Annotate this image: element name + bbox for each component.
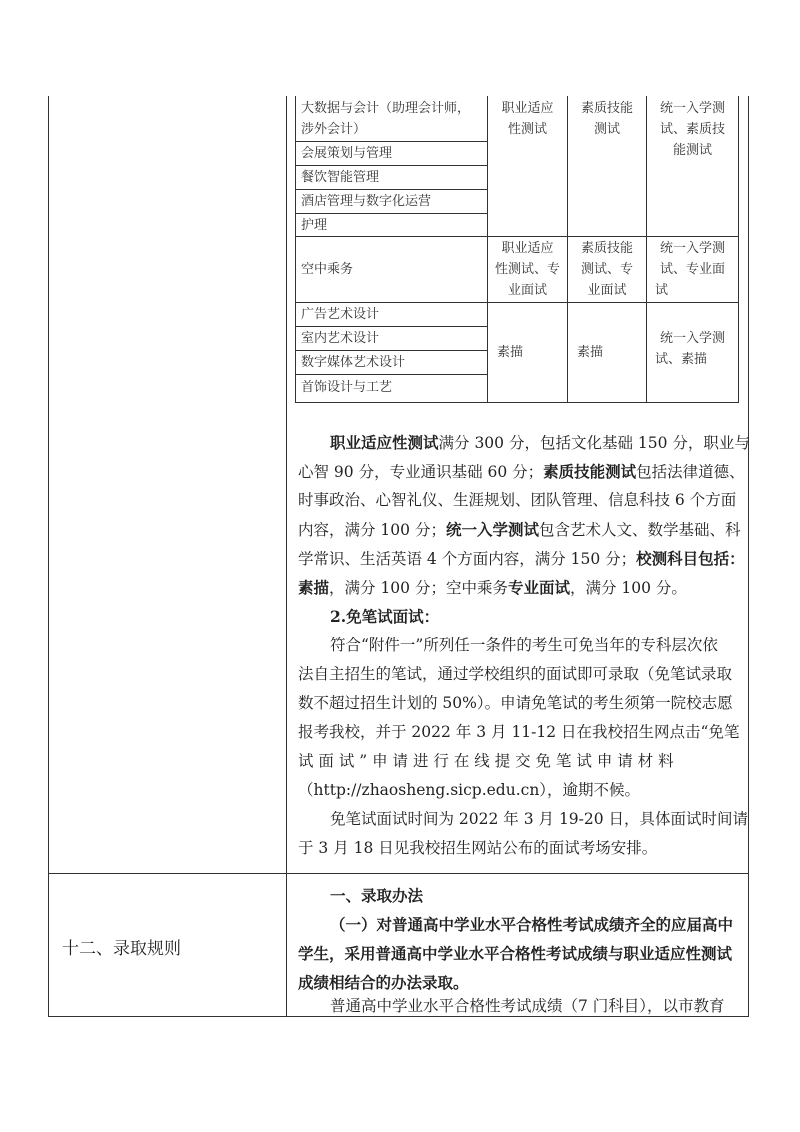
score-line bbox=[298, 573, 687, 603]
exempt-line: 法自主招生的笔试，通过学校组织的面试即可录取（免笔试录取 bbox=[298, 665, 733, 683]
major-name: 数字媒体艺术设计 bbox=[301, 355, 406, 370]
row-sep bbox=[295, 326, 487, 327]
bold-term: 校测科目包括： bbox=[636, 549, 745, 568]
cell-line: 测试 bbox=[593, 122, 620, 137]
rule-line: 学生，采用普通高中学业水平合格性考试成绩与职业适应性测试 bbox=[298, 944, 733, 963]
section-divider bbox=[48, 873, 749, 874]
major-name: 室内艺术设计 bbox=[301, 331, 380, 346]
cell-line: 职业适应 bbox=[501, 101, 554, 116]
text-run: 内容，满分 100 分； bbox=[298, 521, 446, 539]
score-line bbox=[298, 457, 745, 487]
section-label: 十二、录取规则 bbox=[62, 939, 181, 959]
bold-term: 素质技能测试 bbox=[543, 462, 637, 481]
row-sep bbox=[295, 213, 487, 214]
school-test-cell bbox=[647, 238, 738, 301]
vocational-test-cell bbox=[488, 238, 567, 301]
table-right-border bbox=[738, 96, 739, 403]
cell-line: 性测试 bbox=[507, 122, 547, 137]
major-name: 餐饮智能管理 bbox=[301, 170, 380, 185]
cell-line: 测试、专 bbox=[580, 262, 633, 277]
row-sep bbox=[295, 189, 487, 190]
bold-term: 专业面试 bbox=[507, 578, 570, 597]
major-name: 酒店管理与数字化运营 bbox=[301, 194, 432, 209]
exempt-line: 报考我校，并于 2022 年 3 月 11-12 日在我校招生网点击“免笔 bbox=[298, 723, 740, 741]
cell-line: 素质技能 bbox=[580, 241, 633, 256]
major-cell bbox=[301, 98, 470, 140]
bold-term: 统一入学测试 bbox=[445, 520, 539, 539]
frame-divider bbox=[286, 96, 287, 1017]
bold-term: 职业适应性测试 bbox=[330, 433, 439, 452]
rule-line: 成绩相结合的办法录取。 bbox=[298, 973, 469, 992]
exempt-time-line: 免笔试面试时间为 2022 年 3 月 19-20 日，具体面试时间请 bbox=[330, 810, 749, 828]
frame-left-border bbox=[48, 96, 49, 1017]
section-heading: 一、录取办法 bbox=[330, 886, 424, 905]
table-bottom-border bbox=[295, 402, 739, 403]
text-run: ，满分 100 分。 bbox=[569, 579, 687, 597]
cell-line: 试、素质技 bbox=[659, 122, 725, 137]
row-sep bbox=[295, 165, 487, 166]
rule-line: 普通高中学业水平合格性考试成绩（7 门科目），以市教育 bbox=[330, 997, 725, 1015]
cell-line: 业面试 bbox=[507, 283, 547, 298]
major-name: 护理 bbox=[301, 218, 328, 233]
cell-line: 统一入学测 bbox=[659, 101, 725, 116]
quality-test-cell: 素描 bbox=[577, 345, 604, 360]
major-name: 大数据与会计（助理会计师， bbox=[301, 101, 471, 116]
row-sep bbox=[295, 374, 487, 375]
score-line: 时事政治、心智礼仪、生涯规划、团队管理、信息科技 6 个方面 bbox=[298, 491, 737, 509]
score-line bbox=[298, 544, 745, 574]
text-run: 包含艺术人文、数学基础、科 bbox=[538, 521, 741, 539]
bold-term: 素描 bbox=[298, 578, 330, 597]
cell-line: 试、专业面 bbox=[659, 262, 725, 277]
school-test-cell bbox=[647, 98, 738, 161]
exempt-line: 试 面 试 ” 申 请 进 行 在 线 提 交 免 笔 试 申 请 材 料 bbox=[298, 752, 674, 770]
score-line bbox=[330, 428, 750, 458]
exempt-line: 数不超过招生计划的 50%）。申请免笔试的考生须第一院校志愿 bbox=[298, 694, 733, 712]
cell-line: 素质技能 bbox=[580, 101, 633, 116]
group-sep bbox=[295, 302, 739, 303]
vocational-test-cell: 素描 bbox=[497, 345, 524, 360]
major-name: 首饰设计与工艺 bbox=[301, 380, 393, 395]
exempt-line: 符合“附件一”所列任一条件的考生可免当年的专科层次依 bbox=[330, 636, 718, 654]
text-run: ，满分 100 分；空中乘务 bbox=[329, 579, 508, 597]
cell-line: 统一入学测 bbox=[659, 241, 725, 256]
rule-line: （一）对普通高中学业水平合格性考试成绩齐全的应届高中 bbox=[330, 915, 734, 934]
text-run: 心智 90 分，专业通识基础 60 分； bbox=[298, 463, 544, 481]
exempt-heading: 2.免笔试面试： bbox=[330, 607, 440, 626]
school-test-cell bbox=[647, 328, 738, 370]
text-run: 包括法律道德、 bbox=[636, 463, 745, 481]
quality-test-cell bbox=[568, 238, 646, 301]
cell-line: 统一入学测 bbox=[659, 331, 725, 346]
major-name: 空中乘务 bbox=[301, 262, 354, 277]
row-sep bbox=[295, 141, 487, 142]
exempt-time-line: 于 3 月 18 日见我校招生网站公布的面试考场安排。 bbox=[298, 839, 658, 857]
group-sep bbox=[295, 236, 739, 237]
exempt-line: （http://zhaosheng.sicp.edu.cn），逾期不候。 bbox=[298, 781, 641, 799]
row-sep bbox=[295, 350, 487, 351]
cell-line: 性测试、专 bbox=[494, 262, 560, 277]
frame-right-border bbox=[748, 96, 749, 1017]
vocational-test-cell bbox=[488, 98, 567, 140]
cell-line: 能测试 bbox=[672, 143, 712, 158]
text-run: 学常识、生活英语 4 个方面内容，满分 150 分； bbox=[298, 550, 637, 568]
table-left-border bbox=[295, 96, 296, 403]
major-name: 广告艺术设计 bbox=[301, 307, 380, 322]
cell-line: 职业适应 bbox=[501, 241, 554, 256]
quality-test-cell bbox=[568, 98, 646, 140]
cell-line: 试 bbox=[655, 283, 669, 298]
score-line bbox=[298, 515, 740, 545]
text-run: 满分 300 分，包括文化基础 150 分，职业与 bbox=[438, 434, 750, 452]
cell-line: 试、素描 bbox=[655, 352, 708, 367]
cell-line: 业面试 bbox=[587, 283, 627, 298]
major-name: 涉外会计） bbox=[301, 122, 367, 137]
major-name: 会展策划与管理 bbox=[301, 146, 393, 161]
